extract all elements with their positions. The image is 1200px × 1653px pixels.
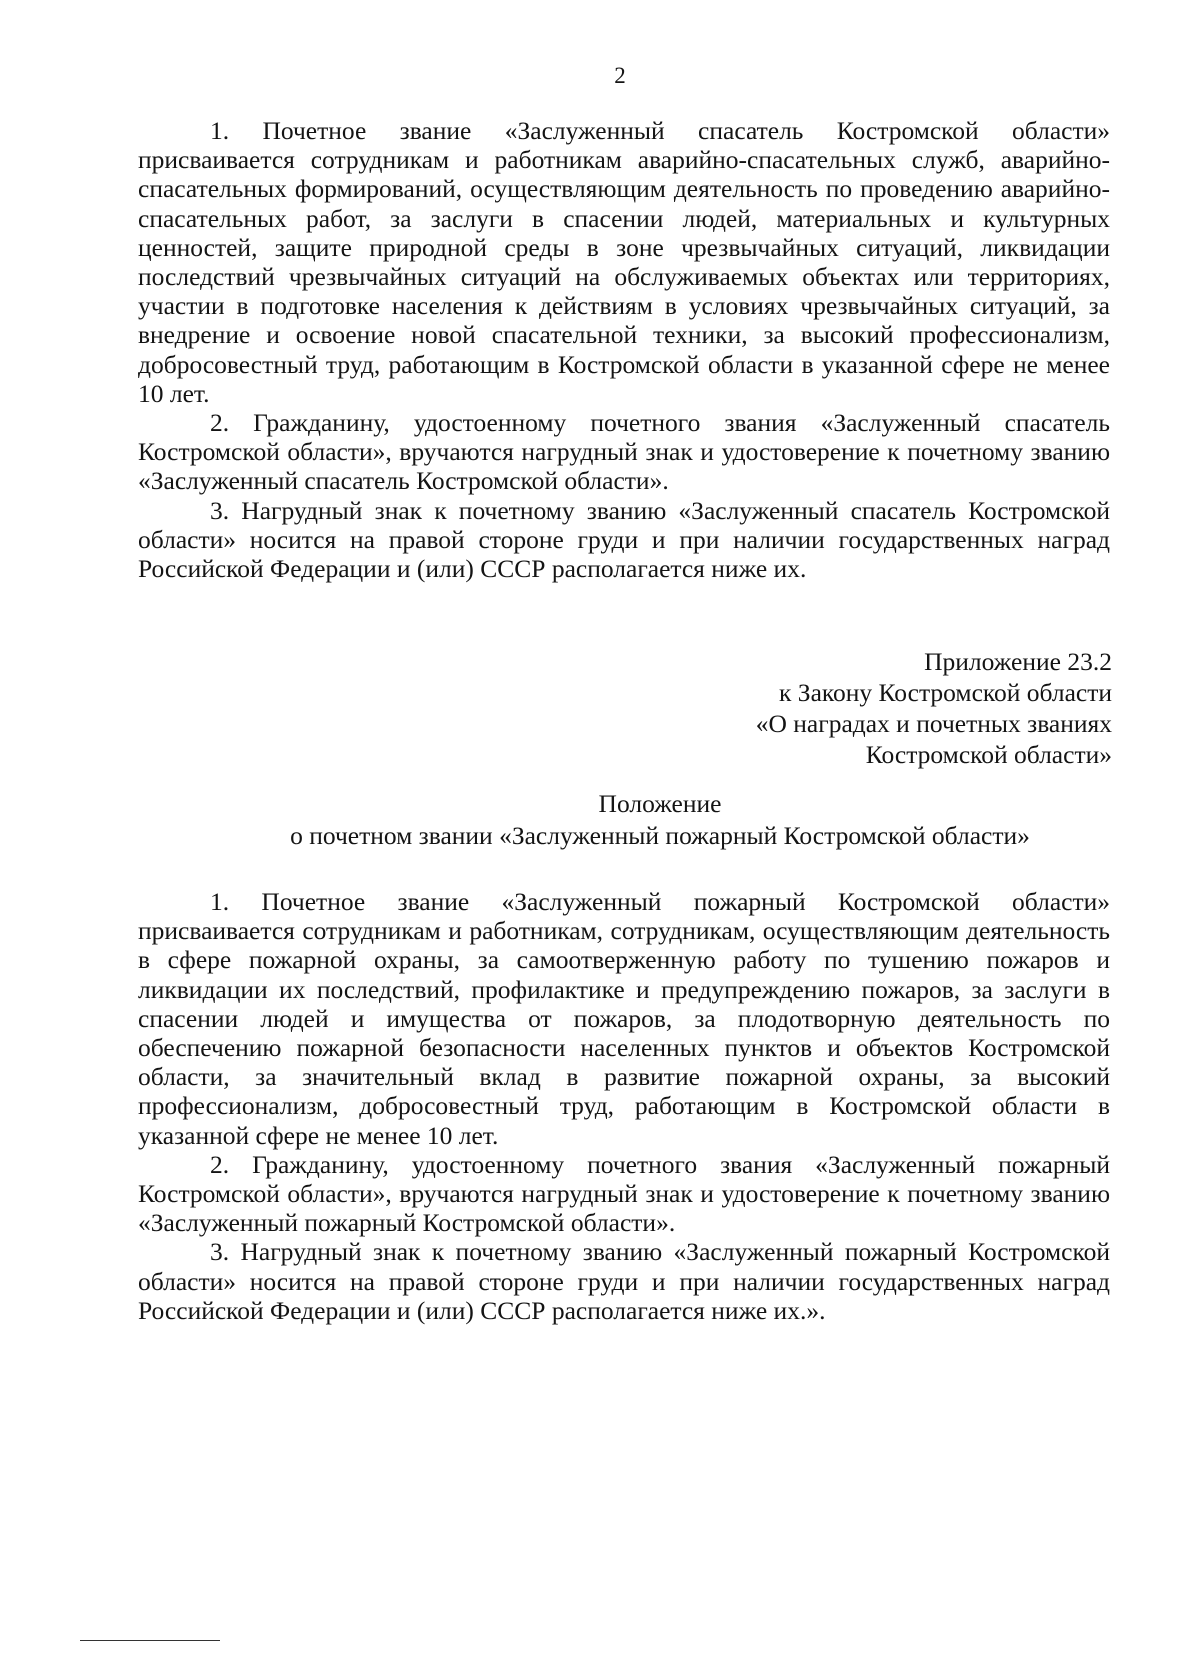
section-firefighter [138, 887, 1110, 1325]
appendix-reference [756, 646, 1112, 770]
footnote-rule [80, 1640, 220, 1641]
regulation-heading [138, 788, 1182, 852]
appendix-line-3: «О наградах и почетных званиях [755, 709, 1112, 738]
appendix-line-1: Приложение 23.2 [924, 647, 1112, 676]
rescuer-paragraph-1: 1. Почетное звание «Заслуженный спасатель Костромской области» присваивается сотрудникам и работникам аварийно-спасательных служб, аварийно-спасательных формирований, осуществляющим деятельность по проведению аварийно-спасательных работ, за заслуги в спасении людей, материальных и культурных ценностей, защите природной среды в зоне чрезвычайных ситуаций, ликвидации последствий чрезвычайных ситуаций на обслуживаемых объектах или территориях, участии в подготовке населения к действиям в условиях чрезвычайных ситуаций, за внедрение и освоение новой спасательной техники, за высокий профессионализм, добросовестный труд, работающим в Костромской области в указанной сфере не менее 10 лет. [138, 116, 1110, 408]
heading-subtitle: о почетном звании «Заслуженный пожарный Костромской области» [290, 821, 1030, 850]
firefighter-paragraph-1: 1. Почетное звание «Заслуженный пожарный Костромской области» присваивается сотрудникам и работникам, сотрудникам, осуществляющим деятельность в сфере пожарной охраны, за самоотверженную работу по тушению пожаров и ликвидации их последствий, профилактике и предупреждению пожаров, за заслуги в спасении людей и имущества от пожаров, за плодотворную деятельность по обеспечению пожарной безопасности населенных пунктов и объектов Костромской области, за значительный вклад в развитие пожарной охраны, за высокий профессионализм, добросовестный труд, работающим в Костромской области в указанной сфере не менее 10 лет. [138, 887, 1110, 1150]
section-rescuer [138, 116, 1110, 583]
appendix-line-2: к Закону Костромской области [779, 678, 1112, 707]
firefighter-paragraph-2: 2. Гражданину, удостоенному почетного звания «Заслуженный пожарный Костромской области», вручаются нагрудный знак и удостоверение к почетному званию «Заслуженный пожарный Костромской области». [138, 1149, 1110, 1238]
page-number: 2 [614, 63, 626, 88]
appendix-line-4: Костромской области» [865, 740, 1112, 769]
firefighter-paragraph-3: 3. Нагрудный знак к почетному званию «Заслуженный пожарный Костромской области» носится на правой стороне груди и при наличии государственных наград Российской Федерации и (или) СССР располагается ниже их.». [138, 1237, 1110, 1325]
heading-title: Положение [598, 789, 722, 818]
rescuer-paragraph-2: 2. Гражданину, удостоенному почетного звания «Заслуженный спасатель Костромской области», вручаются нагрудный знак и удостоверение к почетному званию «Заслуженный спасатель Костромской области». [138, 408, 1110, 496]
rescuer-paragraph-3: 3. Нагрудный знак к почетному званию «Заслуженный спасатель Костромской области» носится на правой стороне груди и при наличии государственных наград Российской Федерации и (или) СССР располагается ниже их. [138, 495, 1110, 584]
